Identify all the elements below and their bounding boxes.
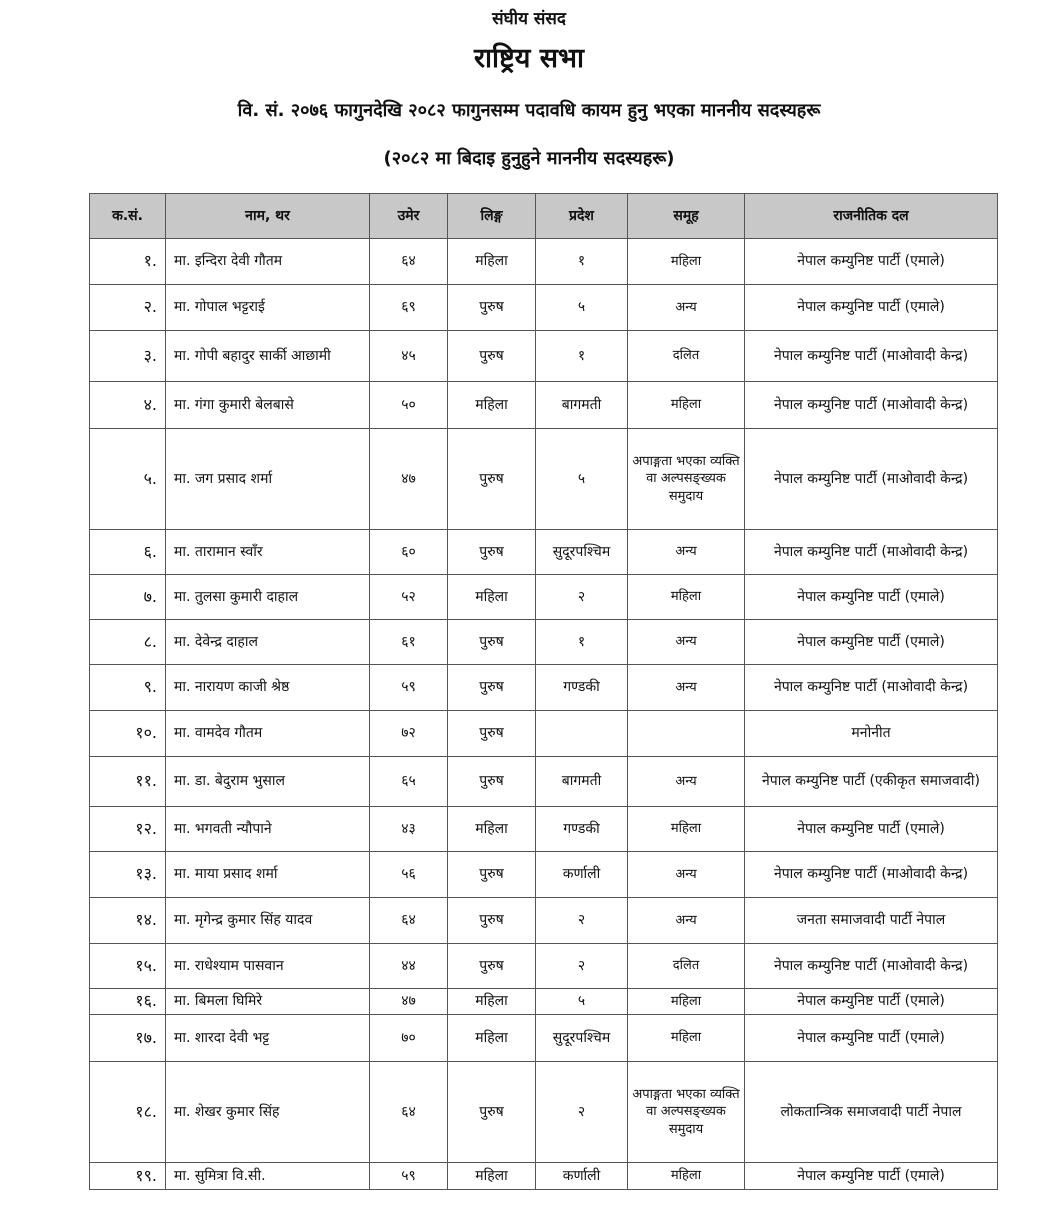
cell-group: महिला — [628, 575, 745, 620]
cell-sn: ८. — [90, 620, 166, 665]
cell-party: लोकतान्त्रिक समाजवादी पार्टी नेपाल — [745, 1062, 998, 1163]
cell-name: मा. शारदा देवी भट्ट — [166, 1015, 370, 1062]
cell-age: ६९ — [370, 285, 448, 331]
cell-group: अपाङ्गता भएका व्यक्ति वा अल्पसङ्ख्यक समुदाय — [628, 1062, 745, 1163]
cell-sn: १९. — [90, 1163, 166, 1190]
table-row — [90, 1062, 998, 1163]
cell-gender: महिला — [448, 807, 536, 852]
cell-sn: ७. — [90, 575, 166, 620]
col-header-group: समूह — [628, 194, 745, 239]
cell-province: १ — [536, 331, 628, 382]
cell-party: नेपाल कम्युनिष्ट पार्टी (एमाले) — [745, 285, 998, 331]
cell-sn: १२. — [90, 807, 166, 852]
cell-age: ५९ — [370, 1163, 448, 1190]
cell-sn: ४. — [90, 382, 166, 429]
cell-province — [536, 711, 628, 757]
cell-age: ६४ — [370, 898, 448, 944]
cell-province: १ — [536, 239, 628, 285]
table-row — [90, 852, 998, 898]
table-row — [90, 285, 998, 331]
cell-group: अन्य — [628, 665, 745, 711]
cell-group: अन्य — [628, 530, 745, 575]
table-row — [90, 807, 998, 852]
cell-group: दलित — [628, 331, 745, 382]
cell-sn: १०. — [90, 711, 166, 757]
table-header-row — [90, 194, 998, 239]
cell-name: मा. गोपी बहादुर सार्की आछामी — [166, 331, 370, 382]
house-name: राष्ट्रिय सभा — [473, 43, 585, 74]
cell-age: ६४ — [370, 239, 448, 285]
table-row — [90, 620, 998, 665]
cell-party: नेपाल कम्युनिष्ट पार्टी (एमाले) — [745, 989, 998, 1015]
cell-group: अन्य — [628, 285, 745, 331]
cell-name: मा. नारायण काजी श्रेष्ठ — [166, 665, 370, 711]
cell-party: नेपाल कम्युनिष्ट पार्टी (एमाले) — [745, 1163, 998, 1190]
cell-age: ५२ — [370, 575, 448, 620]
table-row — [90, 944, 998, 989]
cell-group: अन्य — [628, 620, 745, 665]
cell-group: महिला — [628, 1163, 745, 1190]
cell-group: महिला — [628, 807, 745, 852]
cell-party: नेपाल कम्युनिष्ट पार्टी (एकीकृत समाजवादी) — [745, 757, 998, 807]
cell-province: ५ — [536, 285, 628, 331]
cell-party: नेपाल कम्युनिष्ट पार्टी (एमाले) — [745, 1015, 998, 1062]
table-row — [90, 429, 998, 530]
cell-group: महिला — [628, 1015, 745, 1062]
cell-gender: पुरुष — [448, 757, 536, 807]
cell-gender: पुरुष — [448, 665, 536, 711]
cell-province: २ — [536, 1062, 628, 1163]
cell-sn: १८. — [90, 1062, 166, 1163]
cell-name: मा. भगवती न्यौपाने — [166, 807, 370, 852]
cell-gender: महिला — [448, 239, 536, 285]
cell-gender: महिला — [448, 989, 536, 1015]
cell-gender: महिला — [448, 382, 536, 429]
cell-province: ५ — [536, 429, 628, 530]
table-row — [90, 331, 998, 382]
cell-party: नेपाल कम्युनिष्ट पार्टी (माओवादी केन्द्र) — [745, 665, 998, 711]
cell-gender: पुरुष — [448, 620, 536, 665]
cell-gender: पुरुष — [448, 898, 536, 944]
cell-gender: पुरुष — [448, 711, 536, 757]
cell-sn: २. — [90, 285, 166, 331]
cell-province: कर्णाली — [536, 1163, 628, 1190]
document-title: वि. सं. २०७६ फागुनदेखि २०८२ फागुनसम्म पदावधि कायम हुनु भएका माननीय सदस्यहरू — [237, 100, 821, 121]
cell-gender: पुरुष — [448, 1062, 536, 1163]
cell-party: नेपाल कम्युनिष्ट पार्टी (एमाले) — [745, 239, 998, 285]
members-table — [89, 193, 998, 1190]
cell-party: नेपाल कम्युनिष्ट पार्टी (माओवादी केन्द्र) — [745, 944, 998, 989]
cell-party: नेपाल कम्युनिष्ट पार्टी (माओवादी केन्द्र) — [745, 331, 998, 382]
cell-group: अन्य — [628, 757, 745, 807]
table-row — [90, 1015, 998, 1062]
document-subtitle: (२०८२ मा बिदाइ हुनुहुने माननीय सदस्यहरू) — [383, 148, 675, 169]
table-row — [90, 711, 998, 757]
cell-party: जनता समाजवादी पार्टी नेपाल — [745, 898, 998, 944]
cell-sn: ९. — [90, 665, 166, 711]
cell-gender: पुरुष — [448, 285, 536, 331]
cell-age: ६४ — [370, 1062, 448, 1163]
cell-sn: १. — [90, 239, 166, 285]
cell-name: मा. राधेश्याम पासवान — [166, 944, 370, 989]
cell-gender: पुरुष — [448, 331, 536, 382]
cell-sn: १४. — [90, 898, 166, 944]
col-header-gender: लिङ्ग — [448, 194, 536, 239]
cell-province: सुदूरपश्चिम — [536, 1015, 628, 1062]
cell-group — [628, 711, 745, 757]
col-header-age: उमेर — [370, 194, 448, 239]
cell-name: मा. तुलसा कुमारी दाहाल — [166, 575, 370, 620]
table-row — [90, 239, 998, 285]
cell-sn: १७. — [90, 1015, 166, 1062]
cell-sn: १३. — [90, 852, 166, 898]
cell-name: मा. मृगेन्द्र कुमार सिंह यादव — [166, 898, 370, 944]
cell-group: अन्य — [628, 898, 745, 944]
cell-gender: पुरुष — [448, 944, 536, 989]
cell-province: गण्डकी — [536, 807, 628, 852]
cell-party: मनोनीत — [745, 711, 998, 757]
cell-province: गण्डकी — [536, 665, 628, 711]
cell-age: ४३ — [370, 807, 448, 852]
table-row — [90, 382, 998, 429]
table-row — [90, 530, 998, 575]
cell-age: ५९ — [370, 665, 448, 711]
cell-party: नेपाल कम्युनिष्ट पार्टी (माओवादी केन्द्र) — [745, 852, 998, 898]
cell-age: ४५ — [370, 331, 448, 382]
cell-age: ६५ — [370, 757, 448, 807]
col-header-province: प्रदेश — [536, 194, 628, 239]
cell-name: मा. इन्दिरा देवी गौतम — [166, 239, 370, 285]
cell-sn: ५. — [90, 429, 166, 530]
cell-province: बागमती — [536, 382, 628, 429]
cell-age: ७२ — [370, 711, 448, 757]
cell-sn: ११. — [90, 757, 166, 807]
cell-province: २ — [536, 898, 628, 944]
cell-age: ६० — [370, 530, 448, 575]
cell-province: २ — [536, 575, 628, 620]
cell-name: मा. डा. बेदुराम भुसाल — [166, 757, 370, 807]
cell-name: मा. देवेन्द्र दाहाल — [166, 620, 370, 665]
cell-province: सुदूरपश्चिम — [536, 530, 628, 575]
cell-party: नेपाल कम्युनिष्ट पार्टी (एमाले) — [745, 807, 998, 852]
cell-sn: ६. — [90, 530, 166, 575]
cell-party: नेपाल कम्युनिष्ट पार्टी (माओवादी केन्द्र) — [745, 382, 998, 429]
cell-party: नेपाल कम्युनिष्ट पार्टी (माओवादी केन्द्र) — [745, 530, 998, 575]
cell-group: दलित — [628, 944, 745, 989]
cell-group: महिला — [628, 989, 745, 1015]
cell-name: मा. गंगा कुमारी बेलबासे — [166, 382, 370, 429]
cell-group: अपाङ्गता भएका व्यक्ति वा अल्पसङ्ख्यक समुदाय — [628, 429, 745, 530]
parliament-name: संघीय संसद — [492, 9, 566, 29]
cell-age: ४७ — [370, 429, 448, 530]
cell-name: मा. सुमित्रा वि.सी. — [166, 1163, 370, 1190]
cell-province: बागमती — [536, 757, 628, 807]
cell-party: नेपाल कम्युनिष्ट पार्टी (माओवादी केन्द्र) — [745, 429, 998, 530]
cell-sn: १६. — [90, 989, 166, 1015]
table-row — [90, 757, 998, 807]
cell-province: १ — [536, 620, 628, 665]
cell-age: ४४ — [370, 944, 448, 989]
cell-group: अन्य — [628, 852, 745, 898]
cell-gender: पुरुष — [448, 852, 536, 898]
table-row — [90, 898, 998, 944]
cell-gender: महिला — [448, 1163, 536, 1190]
col-header-name: नाम, थर — [166, 194, 370, 239]
cell-province: ५ — [536, 989, 628, 1015]
cell-gender: पुरुष — [448, 429, 536, 530]
cell-age: ५६ — [370, 852, 448, 898]
cell-age: ७० — [370, 1015, 448, 1062]
cell-party: नेपाल कम्युनिष्ट पार्टी (एमाले) — [745, 575, 998, 620]
cell-gender: पुरुष — [448, 530, 536, 575]
cell-gender: महिला — [448, 575, 536, 620]
cell-name: मा. वामदेव गौतम — [166, 711, 370, 757]
cell-name: मा. शेखर कुमार सिंह — [166, 1062, 370, 1163]
col-header-sn: क.सं. — [90, 194, 166, 239]
cell-age: ६१ — [370, 620, 448, 665]
cell-sn: १५. — [90, 944, 166, 989]
cell-name: मा. जग प्रसाद शर्मा — [166, 429, 370, 530]
cell-group: महिला — [628, 239, 745, 285]
table-row — [90, 1163, 998, 1190]
cell-name: मा. माया प्रसाद शर्मा — [166, 852, 370, 898]
col-header-party: राजनीतिक दल — [745, 194, 998, 239]
cell-province: २ — [536, 944, 628, 989]
cell-group: महिला — [628, 382, 745, 429]
cell-sn: ३. — [90, 331, 166, 382]
table-row — [90, 575, 998, 620]
table-row — [90, 989, 998, 1015]
cell-gender: महिला — [448, 1015, 536, 1062]
table-row — [90, 665, 998, 711]
cell-province: कर्णाली — [536, 852, 628, 898]
cell-party: नेपाल कम्युनिष्ट पार्टी (एमाले) — [745, 620, 998, 665]
cell-age: ४७ — [370, 989, 448, 1015]
cell-age: ५० — [370, 382, 448, 429]
cell-name: मा. तारामान स्वाँर — [166, 530, 370, 575]
cell-name: मा. बिमला घिमिरे — [166, 989, 370, 1015]
cell-name: मा. गोपाल भट्टराई — [166, 285, 370, 331]
